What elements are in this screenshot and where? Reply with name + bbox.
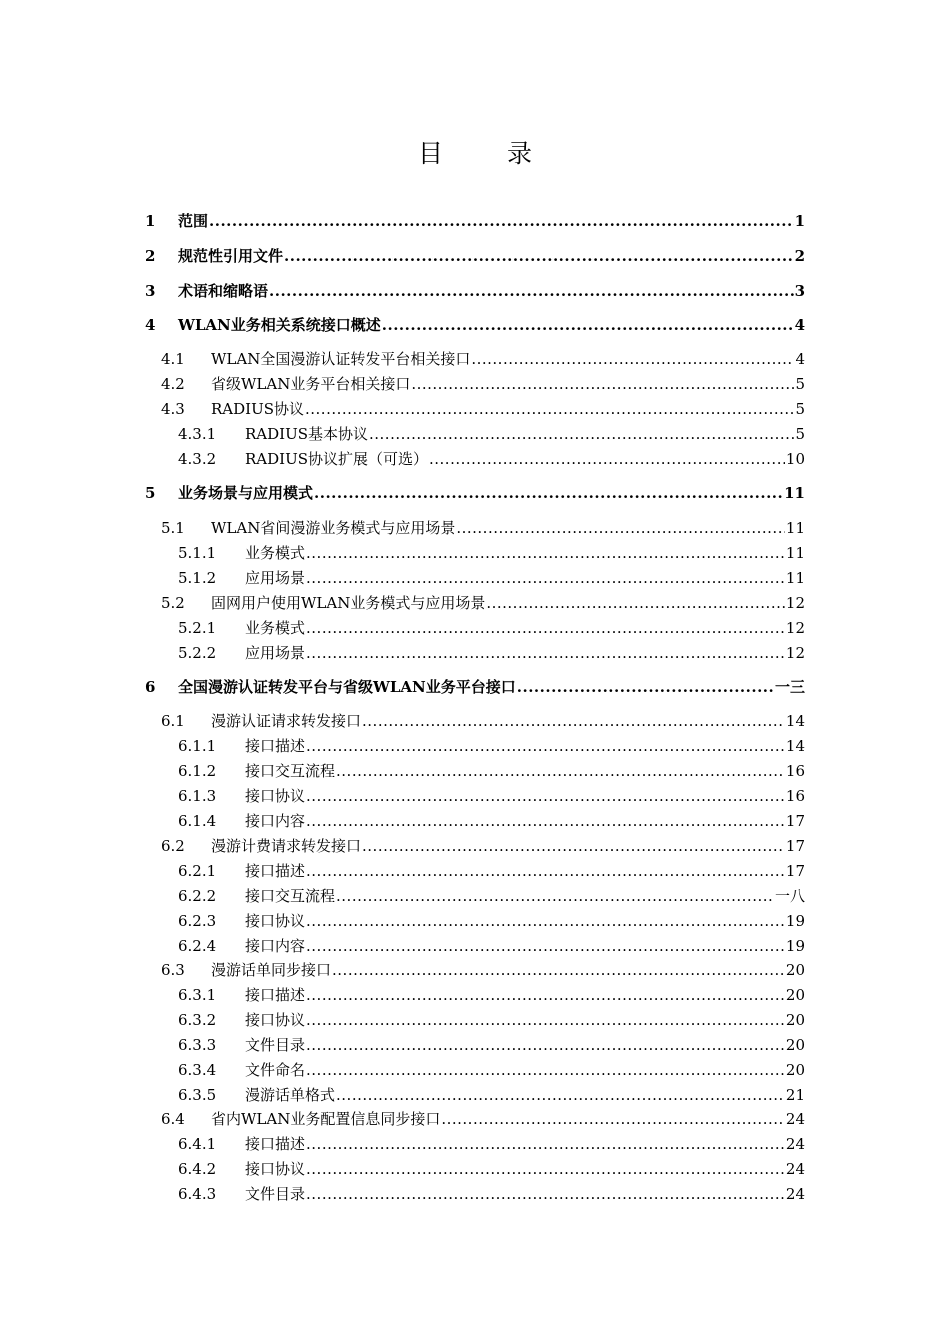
toc-dot-leader: [306, 860, 785, 882]
toc-entry-label: 接口描述: [245, 986, 306, 1004]
toc-entry-label: 省级WLAN业务平台相关接口: [211, 375, 411, 393]
toc-entry-label: 接口协议: [245, 912, 306, 930]
toc-entry-page-number: 20: [785, 961, 805, 979]
toc-entry-page-number: 20: [785, 1011, 805, 1029]
toc-entry-page-number: 16: [785, 787, 805, 805]
toc-entry-5-1[interactable]: [161, 517, 805, 539]
toc-entry-label: 漫游认证请求转发接口: [211, 712, 362, 730]
toc-entry-number: 5: [145, 484, 156, 502]
toc-entry-number: 4: [145, 316, 156, 334]
toc-entry-number: 4.3.1: [178, 425, 217, 443]
toc-dot-leader: [486, 592, 785, 614]
toc-entry-4-3-2[interactable]: [178, 448, 805, 470]
toc-entry-label: 接口协议: [245, 1160, 306, 1178]
toc-entry-page-number: 16: [785, 762, 805, 780]
toc-entry-6-1[interactable]: [161, 710, 805, 732]
toc-entry-number: 4.3.2: [178, 450, 217, 468]
toc-entry-page-number: 17: [785, 812, 805, 830]
toc-entry-page-number: 10: [785, 450, 805, 468]
toc-entry-number: 6.4: [161, 1110, 185, 1128]
toc-entry-number: 4.2: [161, 375, 185, 393]
toc-entry-number: 5.2.2: [178, 644, 217, 662]
toc-dot-leader: [284, 245, 794, 267]
toc-entry-number: 4.3: [161, 400, 185, 418]
toc-entry-page-number: 5: [795, 425, 805, 443]
toc-entry-6-3-4[interactable]: [178, 1059, 805, 1081]
toc-dot-leader: [517, 676, 774, 698]
toc-entry-label: 漫游计费请求转发接口: [211, 837, 362, 855]
toc-dot-leader: [306, 1158, 785, 1180]
toc-dot-leader: [362, 710, 785, 732]
toc-entry-page-number: 5: [795, 400, 805, 418]
toc-dot-leader: [306, 642, 785, 664]
toc-entry-number: 5.1.2: [178, 569, 217, 587]
toc-entry-5-2[interactable]: [161, 592, 805, 614]
toc-dot-leader: [369, 423, 794, 445]
toc-dot-leader: [336, 1084, 785, 1106]
toc-entry-page-number: 24: [785, 1110, 805, 1128]
toc-entry-3[interactable]: [145, 280, 805, 302]
toc-entry-number: 6.4.3: [178, 1185, 217, 1203]
toc-entry-number: 6.3.5: [178, 1086, 217, 1104]
toc-entry-6-3-1[interactable]: [178, 984, 805, 1006]
toc-entry-page-number: 24: [785, 1160, 805, 1178]
toc-entry-4-2[interactable]: [161, 373, 805, 395]
toc-entry-number: 6.1: [161, 712, 185, 730]
toc-dot-leader: [429, 448, 785, 470]
toc-dot-leader: [306, 984, 785, 1006]
toc-entry-label: 范围: [178, 212, 209, 230]
toc-dot-leader: [306, 810, 785, 832]
toc-entry-page-number: 5: [795, 375, 805, 393]
toc-entry-2[interactable]: [145, 245, 805, 267]
toc-entry-label: 术语和缩略语: [178, 282, 269, 300]
toc-entry-number: 6.3.3: [178, 1036, 217, 1054]
toc-entry-5-2-1[interactable]: [178, 617, 805, 639]
toc-entry-number: 5.2: [161, 594, 185, 612]
toc-entry-4-3[interactable]: [161, 398, 805, 420]
toc-dot-leader: [305, 398, 794, 420]
toc-entry-5[interactable]: [145, 482, 805, 504]
toc-entry-6-1-3[interactable]: [178, 785, 805, 807]
toc-entry-label: 漫游话单同步接口: [211, 961, 332, 979]
toc-entry-6-2-3[interactable]: [178, 910, 805, 932]
toc-entry-page-number: 20: [785, 986, 805, 1004]
toc-entry-label: 业务模式: [245, 619, 306, 637]
toc-entry-6[interactable]: [145, 676, 805, 698]
toc-entry-6-3-2[interactable]: [178, 1009, 805, 1031]
toc-entry-6-2-4[interactable]: [178, 935, 805, 957]
toc-entry-number: 6.4.2: [178, 1160, 217, 1178]
toc-entry-number: 5.2.1: [178, 619, 217, 637]
toc-entry-6-1-1[interactable]: [178, 735, 805, 757]
toc-entry-page-number: 4: [794, 316, 805, 334]
toc-entry-6-3-5[interactable]: [178, 1084, 805, 1106]
toc-entry-number: 6.4.1: [178, 1135, 217, 1153]
toc-dot-leader: [306, 935, 785, 957]
toc-entry-6-4-2[interactable]: [178, 1158, 805, 1180]
toc-dot-leader: [471, 348, 794, 370]
toc-entry-4-1[interactable]: [161, 348, 805, 370]
toc-entry-number: 6.1.1: [178, 737, 217, 755]
toc-entry-6-4-3[interactable]: [178, 1183, 805, 1205]
toc-entry-page-number: 17: [785, 862, 805, 880]
toc-entry-label: 接口描述: [245, 737, 306, 755]
toc-dot-leader: [456, 517, 785, 539]
toc-entry-6-3-3[interactable]: [178, 1034, 805, 1056]
toc-entry-6-4[interactable]: [161, 1108, 805, 1130]
toc-entry-6-4-1[interactable]: [178, 1133, 805, 1155]
toc-entry-label: RADIUS协议: [211, 400, 304, 418]
toc-entry-label: 接口协议: [245, 1011, 306, 1029]
toc-entry-number: 6.1.3: [178, 787, 217, 805]
toc-entry-6-2-2[interactable]: [178, 885, 805, 907]
toc-entry-label: 应用场景: [245, 644, 306, 662]
toc-entry-label: 接口描述: [245, 1135, 306, 1153]
toc-entry-1[interactable]: [145, 210, 805, 232]
toc-entry-page-number: 20: [785, 1061, 805, 1079]
toc-entry-label: 接口交互流程: [245, 762, 336, 780]
toc-entry-number: 3: [145, 282, 156, 300]
toc-dot-leader: [411, 373, 794, 395]
toc-entry-page-number: 21: [785, 1086, 805, 1104]
toc-dot-leader: [336, 760, 785, 782]
toc-entry-number: 6.3.4: [178, 1061, 217, 1079]
toc-entry-page-number: 11: [785, 544, 805, 562]
toc-dot-leader: [332, 959, 785, 981]
toc-entry-label: 文件目录: [245, 1185, 306, 1203]
toc-entry-label: 全国漫游认证转发平台与省级WLAN业务平台接口: [178, 678, 516, 696]
toc-title: 目 录: [418, 139, 560, 168]
toc-entry-number: 6.3: [161, 961, 185, 979]
toc-entry-number: 6.2: [161, 837, 185, 855]
toc-entry-number: 1: [145, 212, 156, 230]
toc-entry-page-number: 11: [784, 484, 805, 502]
toc-entry-page-number: 19: [785, 912, 805, 930]
toc-entry-label: 接口交互流程: [245, 887, 336, 905]
toc-entry-page-number: 12: [785, 619, 805, 637]
toc-dot-leader: [306, 1009, 785, 1031]
toc-entry-label: RADIUS协议扩展（可选）: [245, 450, 428, 468]
toc-entry-number: 6.3.1: [178, 986, 217, 1004]
toc-entry-page-number: 24: [785, 1135, 805, 1153]
toc-entry-label: 业务模式: [245, 544, 306, 562]
toc-entry-page-number: 17: [785, 837, 805, 855]
toc-entry-number: 6.2.3: [178, 912, 217, 930]
toc-entry-label: 规范性引用文件: [178, 247, 284, 265]
toc-dot-leader: [269, 280, 794, 302]
toc-entry-page-number: 20: [785, 1036, 805, 1054]
toc-entry-number: 6.1.4: [178, 812, 217, 830]
toc-entry-label: 漫游话单格式: [245, 1086, 336, 1104]
toc-entry-number: 6.1.2: [178, 762, 217, 780]
toc-dot-leader: [306, 735, 785, 757]
toc-entry-label: 接口描述: [245, 862, 306, 880]
toc-entry-label: 接口内容: [245, 937, 306, 955]
toc-entry-6-1-2[interactable]: [178, 760, 805, 782]
toc-entry-number: 4.1: [161, 350, 185, 368]
toc-entry-4[interactable]: [145, 314, 805, 336]
toc-entry-label: 业务场景与应用模式: [178, 484, 314, 502]
toc-entry-page-number: 12: [785, 594, 805, 612]
toc-entry-page-number: 14: [785, 737, 805, 755]
toc-entry-page-number: 一三: [774, 678, 805, 696]
toc-entry-label: 接口内容: [245, 812, 306, 830]
toc-entry-label: 接口协议: [245, 787, 306, 805]
toc-dot-leader: [306, 1133, 785, 1155]
toc-entry-number: 6.2.4: [178, 937, 217, 955]
toc-entry-number: 6: [145, 678, 156, 696]
toc-dot-leader: [362, 835, 785, 857]
toc-entry-label: 固网用户使用WLAN业务模式与应用场景: [211, 594, 486, 612]
toc-entry-number: 5.1: [161, 519, 185, 537]
toc-entry-page-number: 一八: [774, 887, 805, 905]
toc-entry-page-number: 14: [785, 712, 805, 730]
toc-entry-label: WLAN省间漫游业务模式与应用场景: [211, 519, 456, 537]
toc-dot-leader: [306, 542, 785, 564]
toc-entry-number: 6.2.2: [178, 887, 217, 905]
toc-dot-leader: [306, 1183, 785, 1205]
toc-entry-page-number: 24: [785, 1185, 805, 1203]
toc-entry-6-2-1[interactable]: [178, 860, 805, 882]
toc-dot-leader: [306, 567, 785, 589]
toc-entry-5-1-2[interactable]: [178, 567, 805, 589]
toc-entry-number: 6.2.1: [178, 862, 217, 880]
toc-entry-4-3-1[interactable]: [178, 423, 805, 445]
toc-entry-page-number: 2: [794, 247, 805, 265]
toc-dot-leader: [209, 210, 794, 232]
toc-dot-leader: [382, 314, 794, 336]
toc-entry-label: 省内WLAN业务配置信息同步接口: [211, 1110, 441, 1128]
toc-entry-page-number: 1: [794, 212, 805, 230]
toc-dot-leader: [306, 785, 785, 807]
toc-entry-page-number: 19: [785, 937, 805, 955]
toc-dot-leader: [314, 482, 783, 504]
toc-entry-5-2-2[interactable]: [178, 642, 805, 664]
toc-dot-leader: [441, 1108, 785, 1130]
toc-entry-6-1-4[interactable]: [178, 810, 805, 832]
toc-entry-label: WLAN全国漫游认证转发平台相关接口: [211, 350, 471, 368]
toc-entry-label: WLAN业务相关系统接口概述: [178, 316, 381, 334]
toc-entry-label: RADIUS基本协议: [245, 425, 368, 443]
toc-entry-page-number: 11: [785, 519, 805, 537]
toc-entry-6-3[interactable]: [161, 959, 805, 981]
toc-entry-label: 文件目录: [245, 1036, 306, 1054]
toc-entry-page-number: 4: [795, 350, 805, 368]
toc-entry-page-number: 11: [785, 569, 805, 587]
toc-entry-label: 文件命名: [245, 1061, 306, 1079]
toc-dot-leader: [306, 1034, 785, 1056]
toc-entry-number: 2: [145, 247, 156, 265]
toc-dot-leader: [306, 617, 785, 639]
toc-dot-leader: [336, 885, 774, 907]
toc-entry-5-1-1[interactable]: [178, 542, 805, 564]
toc-entry-label: 应用场景: [245, 569, 306, 587]
toc-entry-page-number: 3: [794, 282, 805, 300]
toc-entry-number: 5.1.1: [178, 544, 217, 562]
toc-dot-leader: [306, 1059, 785, 1081]
toc-entry-number: 6.3.2: [178, 1011, 217, 1029]
toc-dot-leader: [306, 910, 785, 932]
toc-entry-page-number: 12: [785, 644, 805, 662]
toc-entry-6-2[interactable]: [161, 835, 805, 857]
